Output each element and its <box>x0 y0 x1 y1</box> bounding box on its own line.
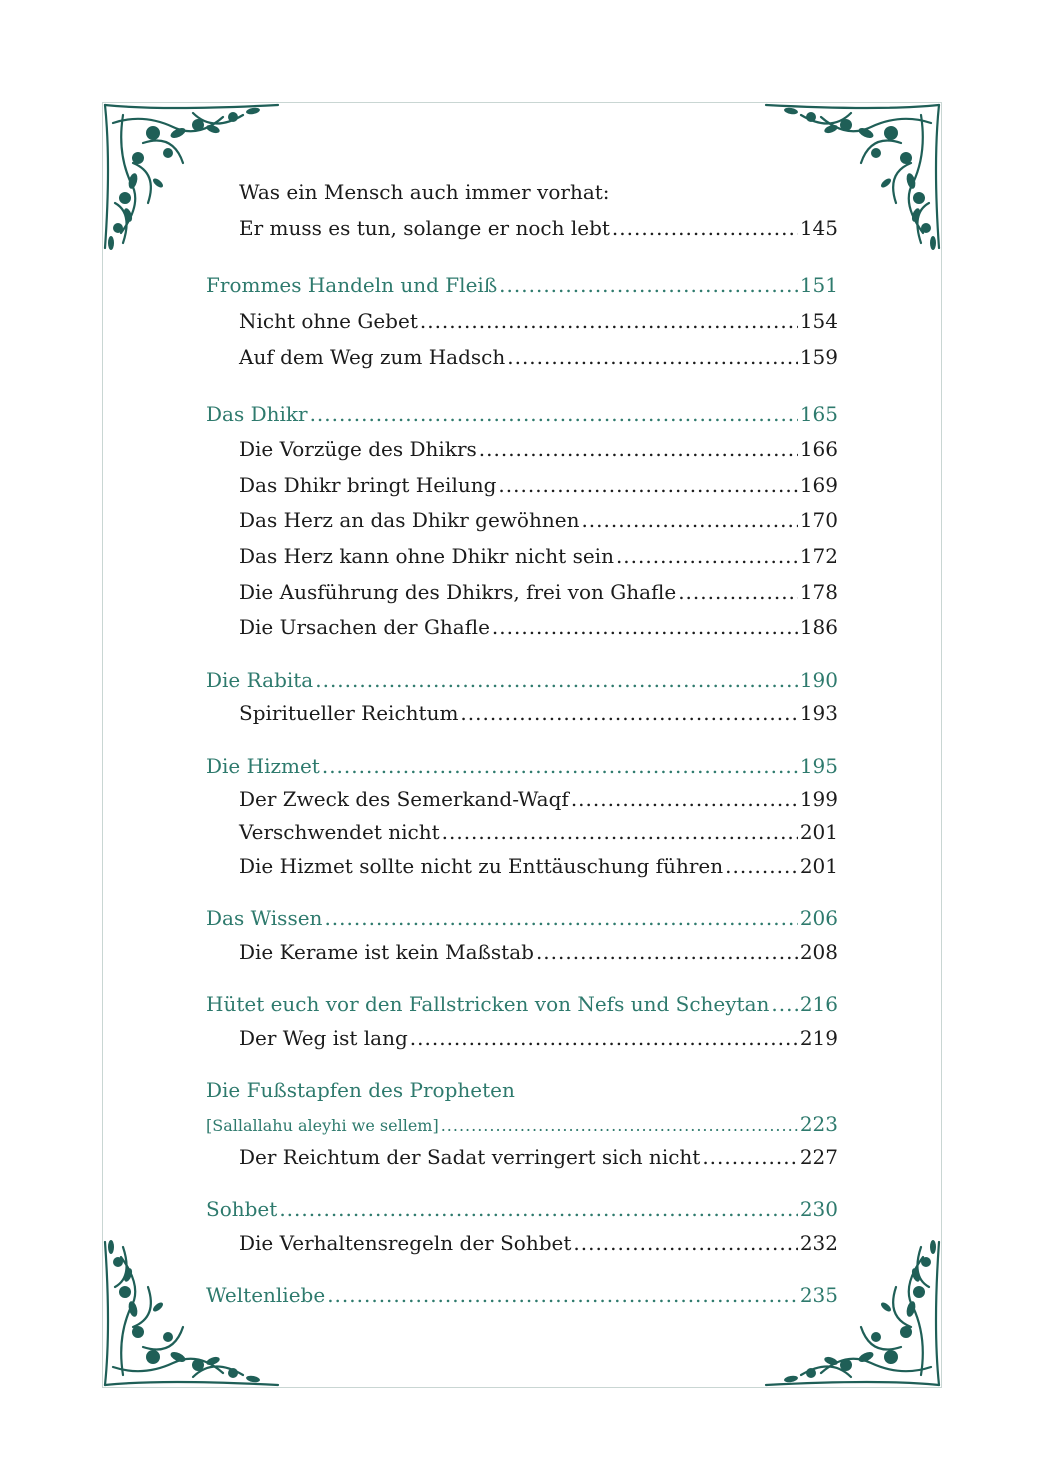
toc-chapter-title: Die Rabita <box>206 668 314 692</box>
toc-chapter-title: Die Fußstapfen des Propheten <box>206 1078 515 1102</box>
dot-leader <box>581 507 797 533</box>
toc-entry-title: Nicht ohne Gebet <box>239 309 418 333</box>
dot-leader <box>310 401 798 427</box>
dot-leader <box>612 215 798 241</box>
toc-entry-title: Das Herz an das Dhikr gewöhnen <box>239 508 580 532</box>
dot-leader <box>420 308 798 334</box>
toc-chapter[interactable] <box>206 1077 838 1103</box>
dot-leader <box>498 472 797 498</box>
toc-entry[interactable] <box>206 579 838 605</box>
toc-entry-title: Spiritueller Reichtum <box>239 701 459 725</box>
toc-entry-page: 178 <box>799 580 838 604</box>
toc-entry-title: Das Herz kann ohne Dhikr nicht sein <box>239 544 614 568</box>
dot-leader <box>536 939 798 965</box>
dot-leader <box>442 819 798 845</box>
toc-chapter-page: 235 <box>799 1283 838 1307</box>
toc-chapter-page: 190 <box>799 668 838 692</box>
toc-entry-page: 166 <box>799 437 838 461</box>
toc-chapter-page: 195 <box>799 754 838 778</box>
toc-entry[interactable] <box>206 436 838 462</box>
toc-chapter-title: [Sallallahu aleyhi we sellem] <box>206 1116 439 1135</box>
dot-leader <box>441 1113 798 1139</box>
dot-leader <box>492 614 798 640</box>
dot-leader <box>573 1230 797 1256</box>
toc-chapter-title: Das Dhikr <box>206 402 308 426</box>
toc-entry[interactable] <box>206 344 838 370</box>
toc-entry-title: Die Ausführung des Dhikrs, frei von Ghafle <box>239 580 677 604</box>
dot-leader <box>322 753 798 779</box>
dot-leader <box>702 1144 797 1170</box>
toc-entry[interactable] <box>206 1230 838 1256</box>
dot-leader <box>507 344 798 370</box>
toc-entry[interactable] <box>206 853 838 879</box>
dot-leader <box>327 1282 798 1308</box>
toc-entry-page: 193 <box>799 701 838 725</box>
toc-entry-page: 186 <box>799 615 838 639</box>
toc-entry-page: 199 <box>799 787 838 811</box>
toc-entry[interactable] <box>206 1144 838 1170</box>
toc-entry[interactable] <box>206 507 838 533</box>
dot-leader <box>499 272 798 298</box>
toc-entry[interactable] <box>206 215 838 241</box>
toc-chapter[interactable] <box>206 401 838 427</box>
toc-chapter-page: 230 <box>799 1197 838 1221</box>
toc-chapter-title: Sohbet <box>206 1197 278 1221</box>
dot-leader <box>479 436 798 462</box>
toc-chapter-page: 151 <box>799 273 838 297</box>
dot-leader <box>315 667 798 693</box>
toc-chapter-title: Hütet euch vor den Fallstricken von Nefs und Scheytan <box>206 992 770 1016</box>
toc-entry-title: Die Vorzüge des Dhikrs <box>239 437 477 461</box>
dot-leader <box>279 1196 798 1222</box>
toc-entry[interactable] <box>206 308 838 334</box>
dot-leader <box>616 543 798 569</box>
toc-entry-title: Das Dhikr bringt Heilung <box>239 473 497 497</box>
toc-entry-page: 169 <box>799 473 838 497</box>
dot-leader <box>771 991 797 1017</box>
toc-entry-title: Er muss es tun, solange er noch lebt <box>239 216 610 240</box>
toc-entry-page: 208 <box>799 940 838 964</box>
toc-chapter[interactable] <box>206 1282 838 1308</box>
toc-chapter-page: 216 <box>799 992 838 1016</box>
toc-entry-title: Die Hizmet sollte nicht zu Enttäuschung führen <box>239 854 724 878</box>
toc-entry-page: 201 <box>799 820 838 844</box>
toc-chapter-page: 223 <box>799 1112 838 1136</box>
toc-chapter[interactable] <box>206 753 838 779</box>
floral-corner-ornament-icon <box>103 1237 283 1387</box>
toc-entry-page: 145 <box>799 216 838 240</box>
toc-chapter-page: 206 <box>799 906 838 930</box>
toc-chapter-title: Weltenliebe <box>206 1283 326 1307</box>
toc-entry-title: Die Ursachen der Ghafle <box>239 615 490 639</box>
toc-chapter[interactable] <box>206 1196 838 1222</box>
toc-entry-page: 172 <box>799 544 838 568</box>
toc-entry-title: Die Verhaltensregeln der Sohbet <box>239 1231 572 1255</box>
toc-entry-title: Was ein Mensch auch immer vorhat: <box>239 180 610 204</box>
toc-entry-title: Der Zweck des Semerkand-Waqf <box>239 787 569 811</box>
toc-entry[interactable] <box>206 179 838 205</box>
toc-chapter-title: Die Hizmet <box>206 754 320 778</box>
toc-entry-title: Verschwendet nicht <box>239 820 440 844</box>
toc-entry[interactable] <box>206 786 838 812</box>
toc-entry-page: 232 <box>799 1231 838 1255</box>
toc-chapter-page: 165 <box>799 402 838 426</box>
dot-leader <box>460 700 797 726</box>
toc-chapter[interactable] <box>206 667 838 693</box>
toc-entry-title: Die Kerame ist kein Maßstab <box>239 940 534 964</box>
toc-entry[interactable] <box>206 1025 838 1051</box>
toc-entry-title: Auf dem Weg zum Hadsch <box>239 345 506 369</box>
toc-chapter[interactable] <box>206 272 838 298</box>
dot-leader <box>571 786 798 812</box>
toc-entry-title: Der Weg ist lang <box>239 1026 408 1050</box>
toc-entry[interactable] <box>206 700 838 726</box>
toc-entry-page: 219 <box>799 1026 838 1050</box>
toc-entry-page: 154 <box>799 309 838 333</box>
toc-chapter-title: Das Wissen <box>206 906 323 930</box>
toc-chapter-title: Frommes Handeln und Fleiß <box>206 273 498 297</box>
dot-leader <box>410 1025 798 1051</box>
toc-entry-title: Der Reichtum der Sadat verringert sich nicht <box>239 1145 701 1169</box>
toc-entry-page: 227 <box>799 1145 838 1169</box>
toc-entry[interactable] <box>206 819 838 845</box>
toc-entry-page: 170 <box>799 508 838 532</box>
toc-entry-page: 159 <box>799 345 838 369</box>
toc-entry[interactable] <box>206 939 838 965</box>
toc-chapter[interactable] <box>206 905 838 931</box>
dot-leader <box>678 579 798 605</box>
dot-leader <box>725 853 798 879</box>
toc-entry[interactable] <box>206 543 838 569</box>
toc-entry-page: 201 <box>799 854 838 878</box>
dot-leader <box>324 905 797 931</box>
floral-corner-ornament-icon <box>761 1237 941 1387</box>
toc-entry[interactable] <box>206 472 838 498</box>
toc-entry[interactable] <box>206 614 838 640</box>
toc-chapter[interactable] <box>206 991 838 1017</box>
toc-chapter[interactable] <box>206 1111 838 1139</box>
